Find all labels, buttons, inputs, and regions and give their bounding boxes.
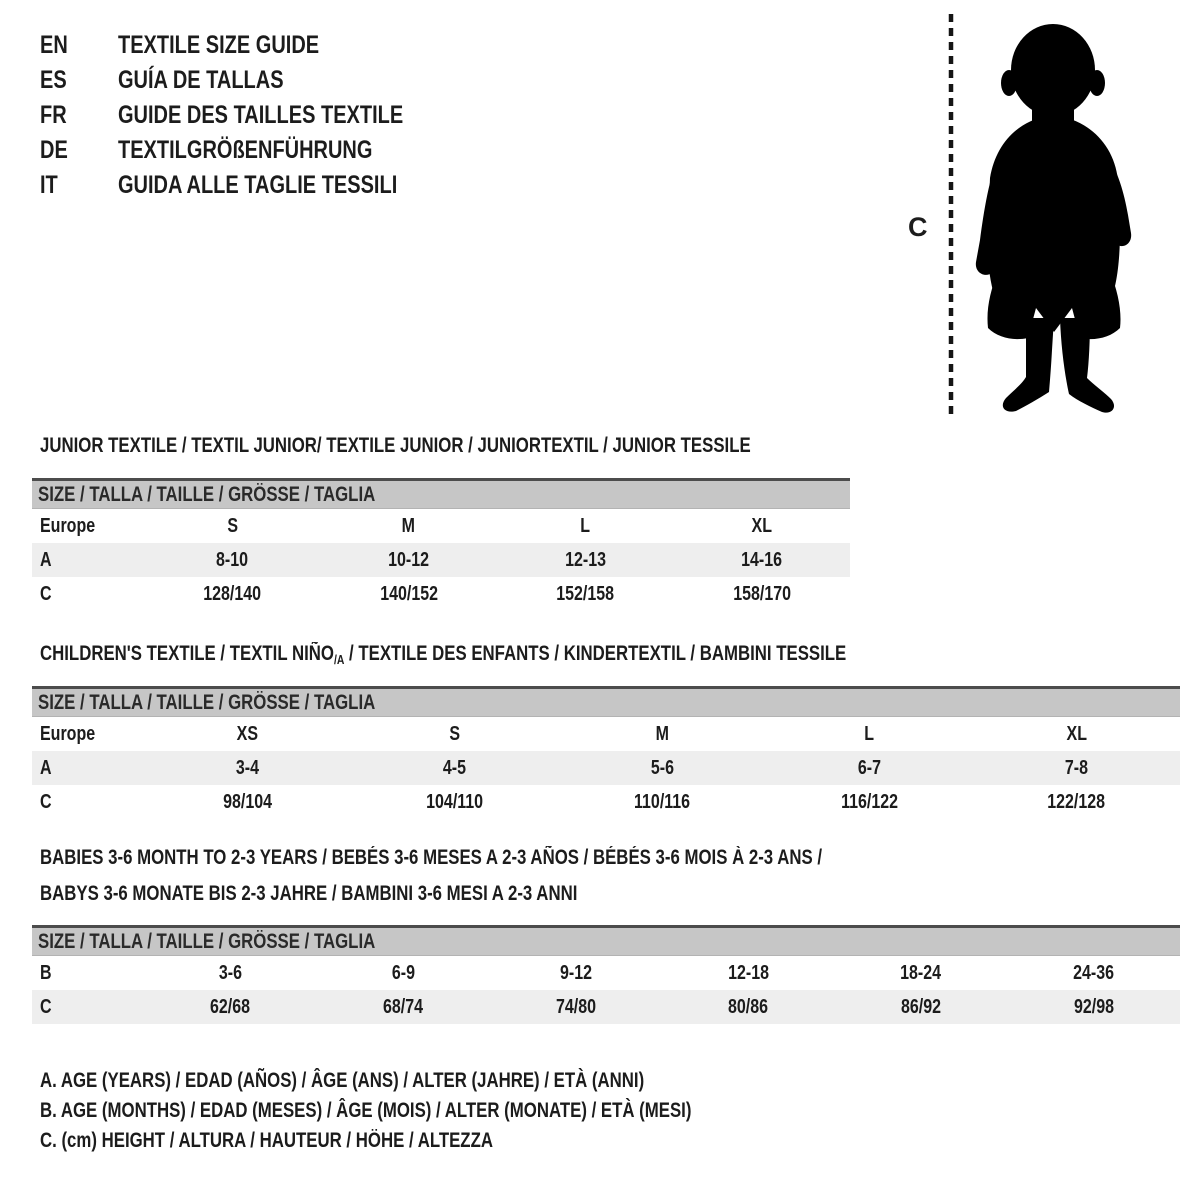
table-row: B 3-6 6-9 9-12 12-18 18-24 24-36 xyxy=(40,961,1115,984)
guide-title: TEXTILE SIZE GUIDE xyxy=(118,31,320,59)
babies-section-title-line1: BABIES 3-6 MONTH TO 2-3 YEARS / BEBÉS 3-6 MESES A 2-3 AÑOS / BÉBÉS 3-6 MOIS À 2-3 ANS / xyxy=(40,846,823,869)
language-code: EN xyxy=(40,31,68,59)
junior-section-title: JUNIOR TEXTILE / TEXTIL JUNIOR/ TEXTILE JUNIOR / JUNIORTEXTIL / JUNIOR TESSILE xyxy=(40,434,751,457)
size-header-band: SIZE / TALLA / TAILLE / GRÖSSE / TAGLIA xyxy=(32,478,850,509)
footnote-age-months: B. AGE (MONTHS) / EDAD (MESES) / ÂGE (MOIS) / ALTER (MONATE) / ETÀ (MESI) xyxy=(40,1099,692,1122)
list-item xyxy=(40,98,475,133)
height-dashed-line-icon xyxy=(944,14,958,420)
children-size-table xyxy=(32,686,1180,819)
language-title-list xyxy=(40,28,475,203)
table-row: A 3-4 4-5 5-6 6-7 7-8 xyxy=(32,751,1180,785)
language-code: DE xyxy=(40,136,68,164)
language-code: FR xyxy=(40,101,67,129)
table-row: Europe XS S M L XL xyxy=(40,722,1087,745)
footnote-legend xyxy=(40,1066,854,1156)
footnote-height-cm: C. (cm) HEIGHT / ALTURA / HAUTEUR / HÖHE / ALTEZZA xyxy=(40,1129,493,1152)
footnote-age-years: A. AGE (YEARS) / EDAD (AÑOS) / ÂGE (ANS) / ALTER (JAHRE) / ETÀ (ANNI) xyxy=(40,1069,645,1092)
guide-title: GUÍA DE TALLAS xyxy=(118,66,284,94)
list-item xyxy=(40,133,475,168)
guide-title: TEXTILGRÖßENFÜHRUNG xyxy=(118,136,373,164)
children-section-title: CHILDREN'S TEXTILE / TEXTIL NIÑO/A / TEXTILE DES ENFANTS / KINDERTEXTIL / BAMBINI TESSILE xyxy=(40,642,847,667)
size-header-band: SIZE / TALLA / TAILLE / GRÖSSE / TAGLIA xyxy=(32,686,1180,717)
height-measure-label: C xyxy=(908,212,928,242)
list-item xyxy=(40,63,475,98)
babies-section-title-line2: BABYS 3-6 MONATE BIS 2-3 JAHRE / BAMBINI 3-6 MESI A 2-3 ANNI xyxy=(40,882,578,905)
table-row: A 8-10 10-12 12-13 14-16 xyxy=(32,543,850,577)
list-item xyxy=(40,168,475,203)
list-item xyxy=(40,28,475,63)
language-code: IT xyxy=(40,171,58,199)
table-row: C 62/68 68/74 74/80 80/86 86/92 92/98 xyxy=(32,990,1180,1024)
toddler-silhouette-icon xyxy=(962,20,1144,420)
nino-a-subscript: /A xyxy=(333,652,345,667)
size-header-band: SIZE / TALLA / TAILLE / GRÖSSE / TAGLIA xyxy=(32,925,1180,956)
table-row: C 98/104 104/110 110/116 116/122 122/128 xyxy=(40,790,1106,813)
guide-title: GUIDA ALLE TAGLIE TESSILI xyxy=(118,171,398,199)
table-row: C 128/140 140/152 152/158 158/170 xyxy=(40,582,791,605)
language-code: ES xyxy=(40,66,67,94)
table-row: Europe S M L XL xyxy=(40,514,772,537)
guide-title: GUIDE DES TAILLES TEXTILE xyxy=(118,101,404,129)
junior-size-table xyxy=(32,478,850,611)
babies-size-table xyxy=(32,925,1180,1024)
